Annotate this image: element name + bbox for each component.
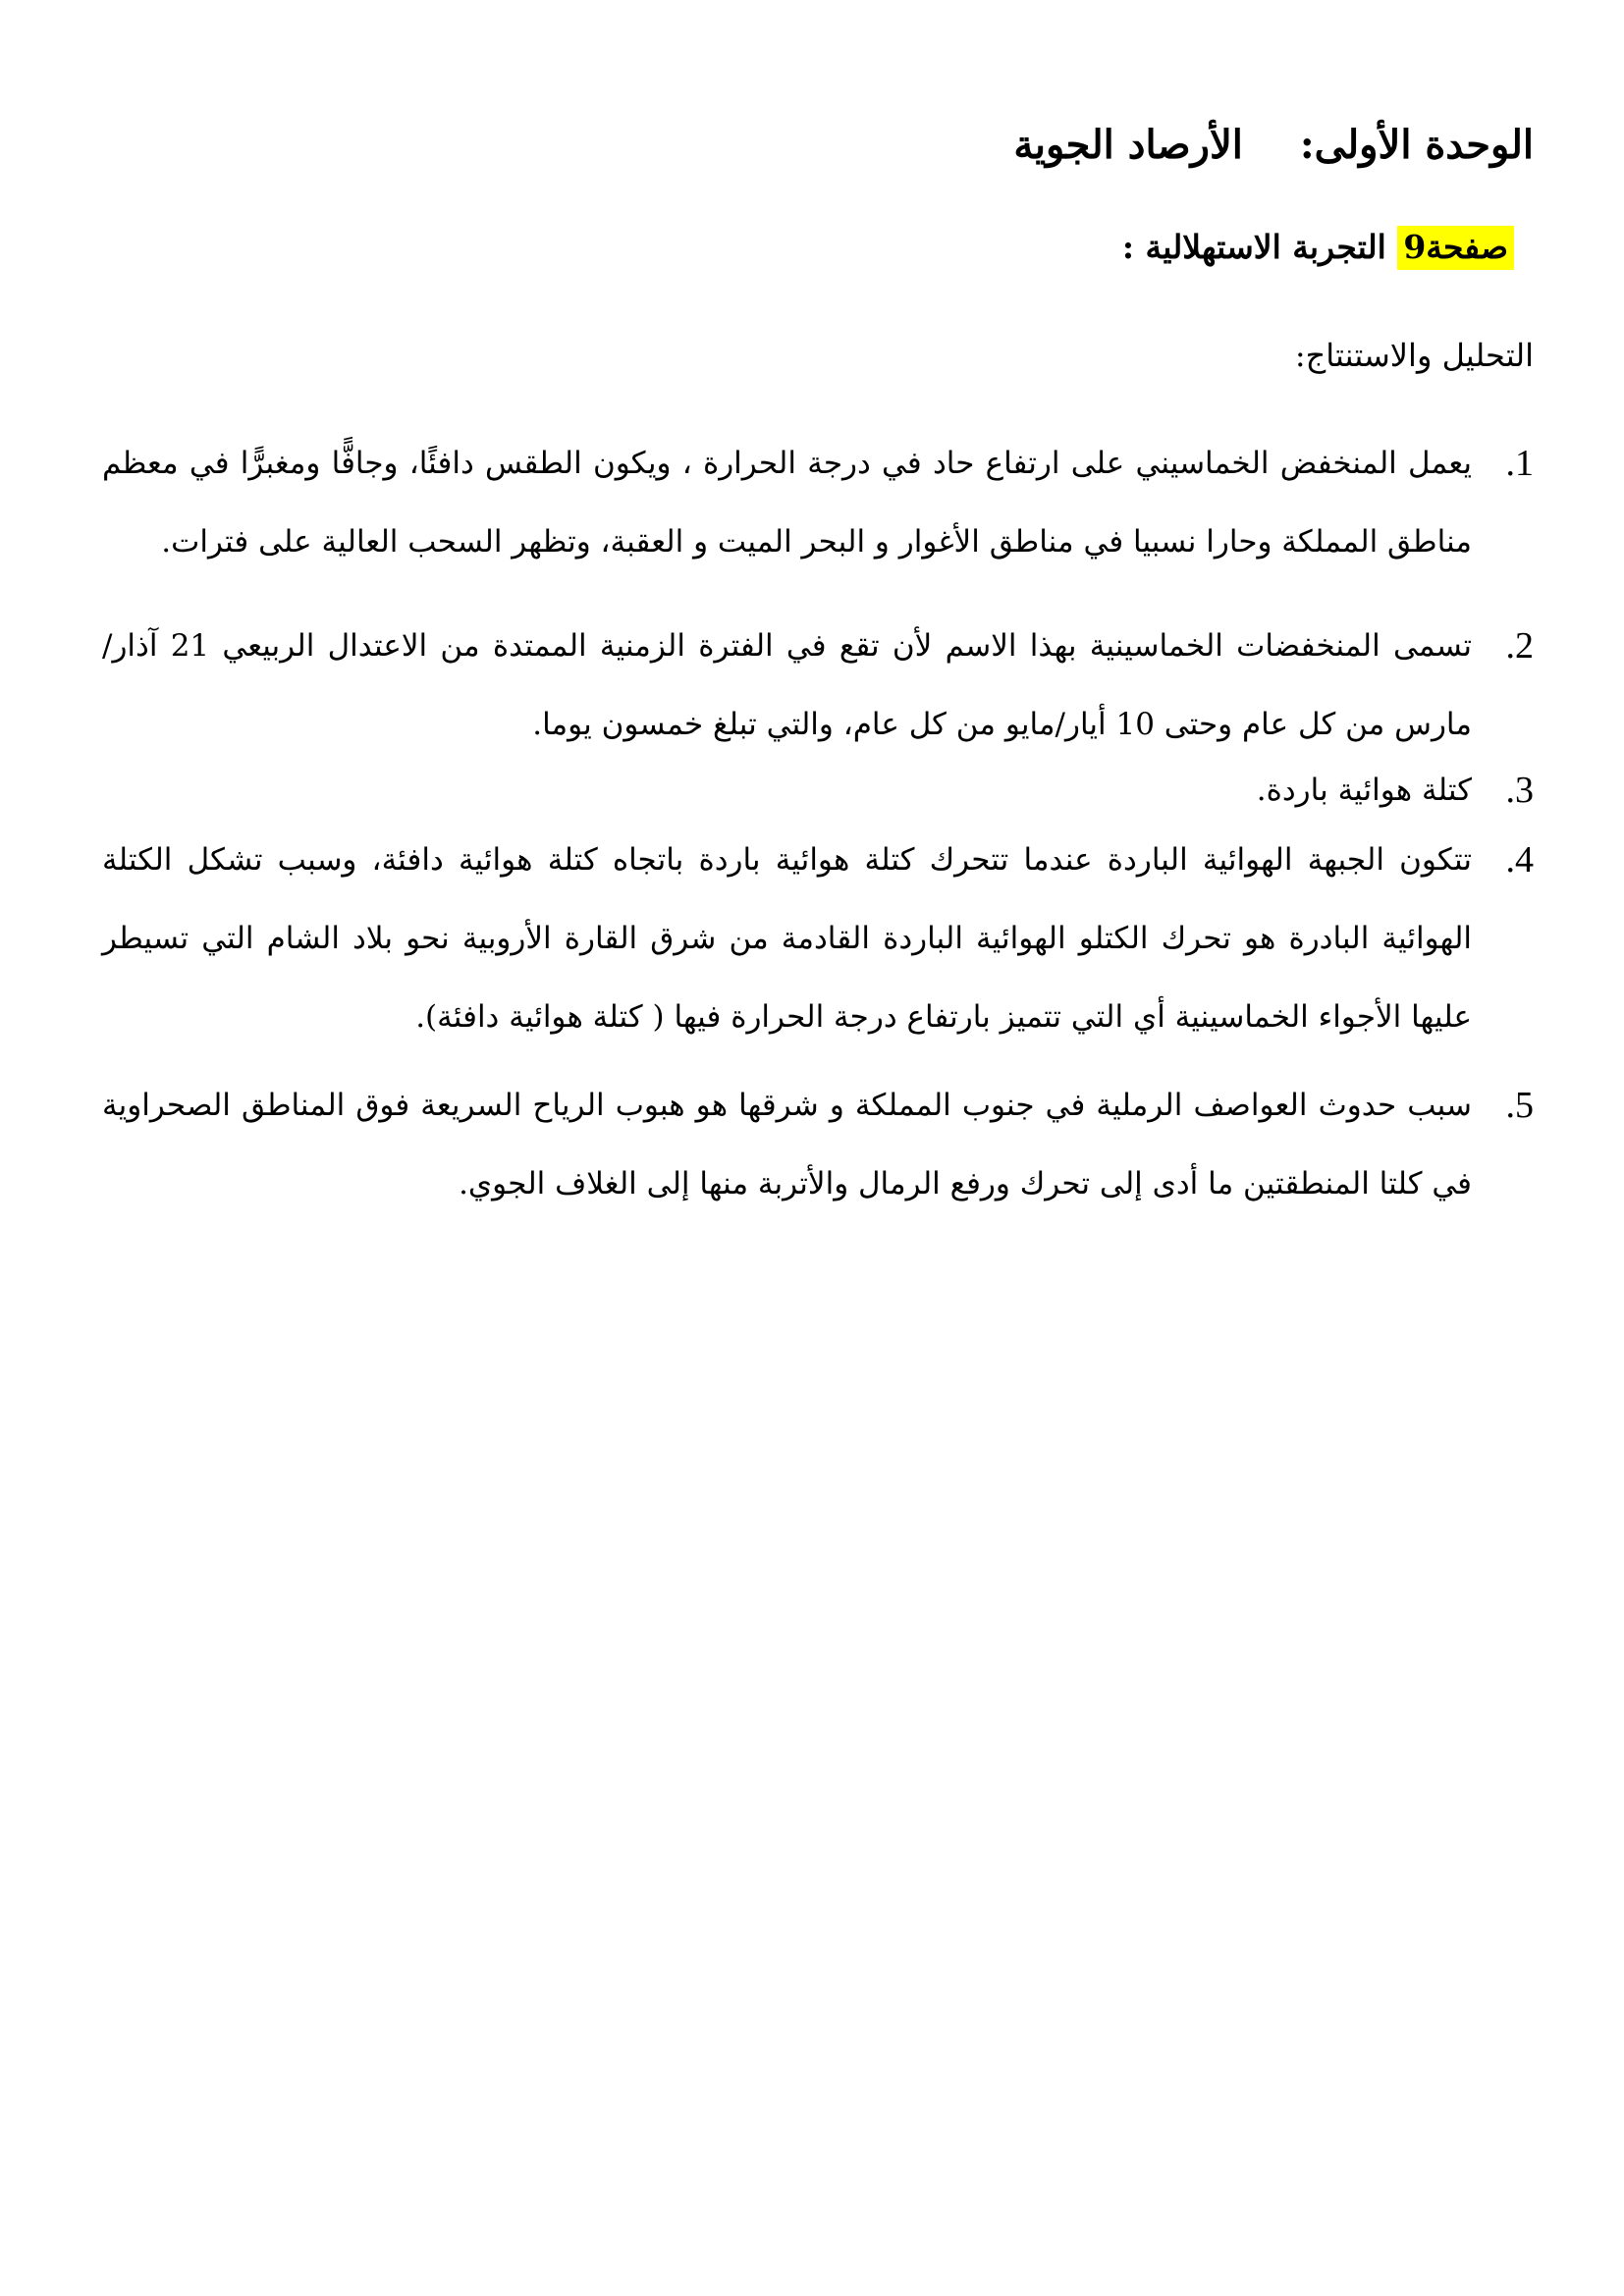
item-text: سبب حدوث العواصف الرملية في جنوب المملكة و شرقها هو هبوب الرياح السريعة فوق المناطق الصحراوية في كلتا المنطقتين ما أدى إلى تحرك ورفع الرمال والأتربة منها إلى الغلاف الجوي. (102, 1088, 1472, 1201)
list-item (102, 760, 1534, 821)
unit-label: الوحدة الأولى: (1299, 122, 1534, 168)
item-text: كتلة هوائية باردة. (1256, 773, 1472, 808)
item-number: 1. (1505, 443, 1534, 484)
answers-list (102, 424, 1534, 1223)
item-text: تتكون الجبهة الهوائية الباردة عندما تتحرك كتلة هوائية باردة باتجاه كتلة هوائية دافئة، وسبب تشكل الكتلة الهوائية البادرة هو تحرك الكتلو الهوائية الباردة القادمة من شرق القارة الأروبية نحو بلاد الشام التي تسيطر عليها الأجواء الخماسينية أي التي تتميز بارتفاع درجة الحرارة فيها ( كتلة هوائية دافئة). (102, 842, 1472, 1035)
activity-heading (1122, 223, 1514, 272)
list-item (102, 424, 1534, 581)
list-item (102, 1066, 1534, 1223)
page-reference-highlight: صفحة9 (1397, 226, 1514, 270)
item-text: تسمى المنخفضات الخماسينية بهذا الاسم لأن تقع في الفترة الزمنية الممتدة من الاعتدال الربيعي 21 آذار/مارس من كل عام وحتى 10 أيار/مايو من كل عام، والتي تبلغ خمسون يوما. (102, 628, 1472, 742)
list-item (102, 607, 1534, 764)
unit-title (1013, 116, 1534, 175)
item-number: 2. (1505, 625, 1534, 667)
activity-title: التجربة الاستهلالية : (1121, 228, 1386, 266)
item-number: 5. (1505, 1085, 1534, 1126)
unit-name: الأرصاد الجوية (1013, 122, 1243, 168)
item-text: يعمل المنخفض الخماسيني على ارتفاع حاد في درجة الحرارة ، ويكون الطقس دافئًا، وجافًّا ومغبرًّا في معظم مناطق المملكة وحارا نسبيا في مناطق الأغوار و البحر الميت و العقبة، وتظهر السحب العالية على فترات. (102, 446, 1472, 560)
item-number: 4. (1505, 839, 1534, 881)
analysis-section-label: التحليل والاستنتاج: (1294, 337, 1534, 374)
list-item (102, 821, 1534, 1056)
item-number: 3. (1505, 770, 1534, 811)
